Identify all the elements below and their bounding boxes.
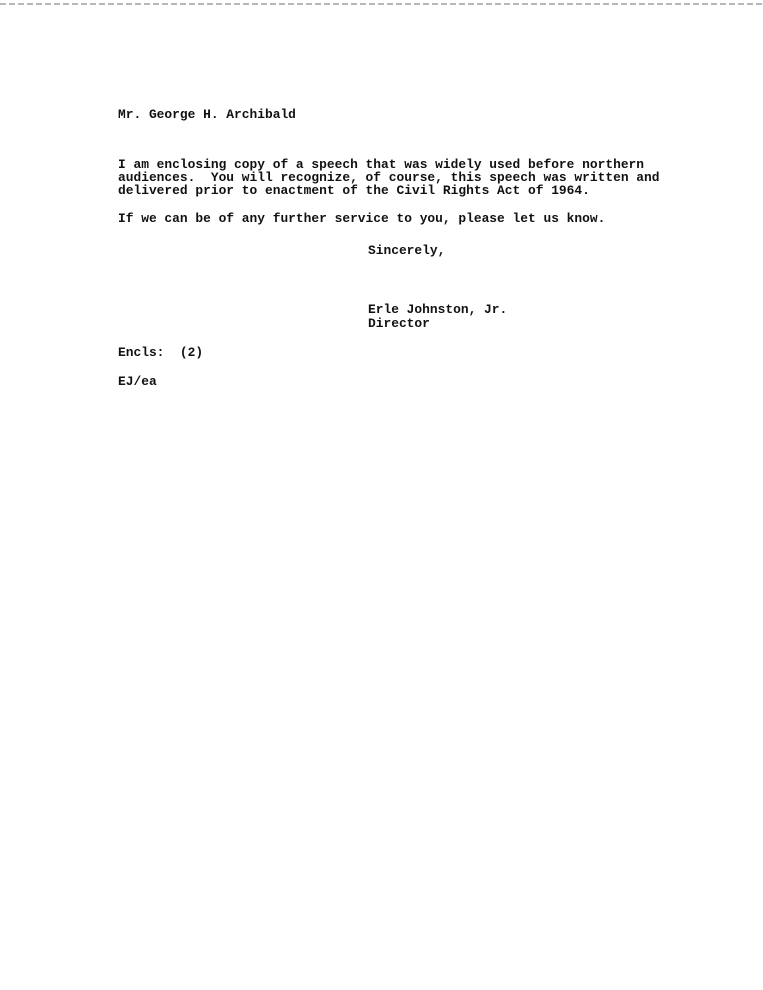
enclosures: Encls: (2) [118,345,204,360]
scan-edge [0,3,763,5]
closing-paragraph: If we can be of any further service to you, please let us know. [118,211,606,226]
recipient-line: Mr. George H. Archibald [118,107,296,122]
body-line: delivered prior to enactment of the Civil Rights Act of 1964. [118,183,590,198]
body-line: I am enclosing copy of a speech that was widely used before northern [118,157,645,172]
initials: EJ/ea [118,374,157,389]
signer-title: Director [368,316,430,331]
signer-name: Erle Johnston, Jr. [368,302,508,317]
body-line: audiences. You will recognize, of course, this speech was written and [118,170,660,185]
complimentary-close: Sincerely, [368,243,446,258]
